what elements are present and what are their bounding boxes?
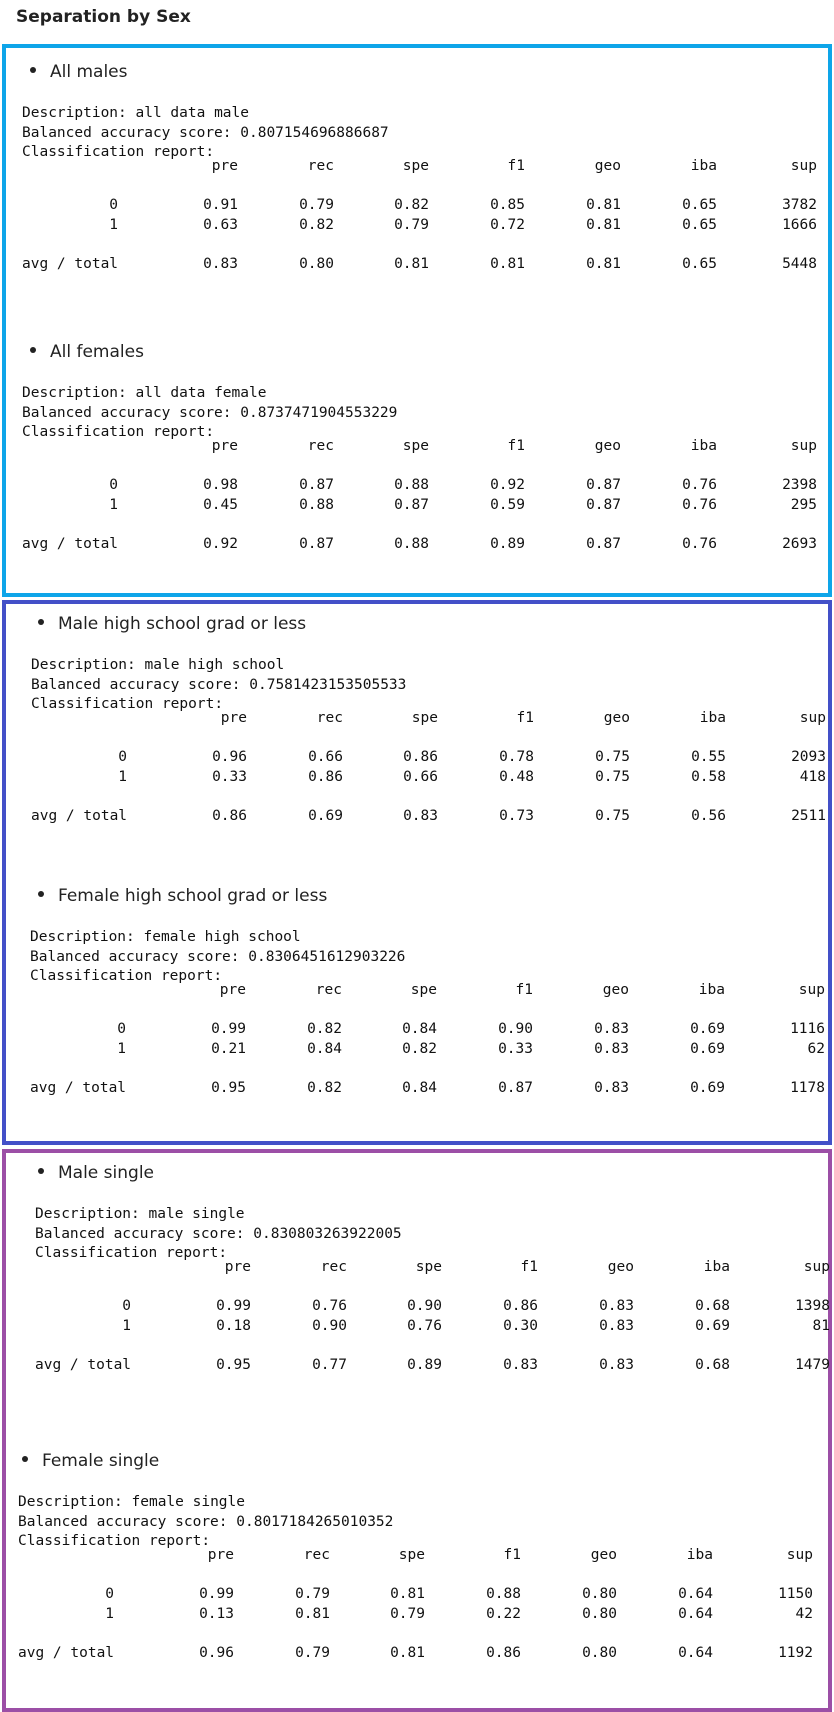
table-cell: 418 bbox=[799, 769, 826, 785]
table-cell: 1116 bbox=[790, 1021, 825, 1037]
report-bullet-label: All males bbox=[50, 62, 128, 82]
description-line bbox=[31, 655, 284, 677]
table-cell: 0.87 bbox=[299, 477, 334, 493]
table-cell: 0.87 bbox=[586, 477, 621, 493]
avg-cell: 0.83 bbox=[503, 1357, 538, 1373]
description-line bbox=[30, 927, 301, 949]
row-class-label: 1 bbox=[109, 497, 118, 513]
score-line-prefix: Balanced accuracy score: bbox=[22, 124, 241, 141]
description-line-prefix: Description: bbox=[22, 385, 136, 401]
description-line bbox=[35, 1204, 245, 1226]
description-line-prefix: Description: bbox=[22, 105, 136, 121]
row-class-label: 1 bbox=[117, 1041, 126, 1057]
table-cell: 0.96 bbox=[212, 749, 247, 765]
score-line-value: 0.7581423153505533 bbox=[249, 676, 407, 693]
table-cell: 0.18 bbox=[216, 1318, 251, 1334]
report-bullet bbox=[30, 342, 144, 362]
column-header-f1: f1 bbox=[516, 710, 534, 726]
table-cell: 0.48 bbox=[499, 769, 534, 785]
section-heading: Separation by Sex bbox=[16, 7, 191, 27]
column-header-sup: sup bbox=[790, 158, 817, 174]
avg-cell: 0.88 bbox=[394, 536, 429, 552]
table-cell: 1666 bbox=[782, 217, 817, 233]
column-header-spe: spe bbox=[398, 1547, 425, 1563]
avg-cell: 0.64 bbox=[678, 1645, 713, 1661]
avg-cell: 0.82 bbox=[307, 1080, 342, 1096]
report-label-line-prefix: Classification report: bbox=[18, 1533, 211, 1549]
table-cell: 0.75 bbox=[595, 749, 630, 765]
score-line bbox=[30, 947, 405, 969]
report-group-single bbox=[2, 1149, 832, 1712]
table-cell: 0.58 bbox=[691, 769, 726, 785]
avg-cell: 0.80 bbox=[299, 256, 334, 272]
description-line-value: male high school bbox=[144, 657, 285, 673]
column-header-spe: spe bbox=[402, 158, 429, 174]
table-cell: 0.65 bbox=[682, 217, 717, 233]
table-cell: 0.45 bbox=[203, 497, 238, 513]
table-cell: 0.86 bbox=[503, 1298, 538, 1314]
table-cell: 0.66 bbox=[308, 749, 343, 765]
table-cell: 0.79 bbox=[295, 1586, 330, 1602]
table-cell: 0.79 bbox=[394, 217, 429, 233]
table-cell: 0.83 bbox=[599, 1318, 634, 1334]
report-male-single bbox=[6, 1149, 828, 1419]
table-cell: 0.79 bbox=[390, 1606, 425, 1622]
table-cell: 0.83 bbox=[594, 1021, 629, 1037]
avg-cell: 2693 bbox=[782, 536, 817, 552]
avg-cell: 0.73 bbox=[499, 808, 534, 824]
score-line bbox=[22, 123, 389, 145]
table-cell: 0.99 bbox=[199, 1586, 234, 1602]
table-cell: 0.82 bbox=[299, 217, 334, 233]
column-header-geo: geo bbox=[590, 1547, 617, 1563]
column-header-spe: spe bbox=[410, 982, 437, 998]
score-line-value: 0.8306451612903226 bbox=[248, 948, 406, 965]
table-cell: 0.80 bbox=[582, 1606, 617, 1622]
description-line-prefix: Description: bbox=[30, 929, 144, 945]
row-class-label: 1 bbox=[118, 769, 127, 785]
table-cell: 3782 bbox=[782, 197, 817, 213]
column-header-geo: geo bbox=[594, 438, 621, 454]
column-header-iba: iba bbox=[690, 438, 717, 454]
avg-cell: 2511 bbox=[791, 808, 826, 824]
avg-cell: 0.69 bbox=[690, 1080, 725, 1096]
table-cell: 0.87 bbox=[586, 497, 621, 513]
table-cell: 81 bbox=[812, 1318, 830, 1334]
report-bullet bbox=[38, 614, 306, 634]
avg-cell: 0.86 bbox=[486, 1645, 521, 1661]
column-header-iba: iba bbox=[698, 982, 725, 998]
avg-cell: 0.95 bbox=[211, 1080, 246, 1096]
avg-cell: 0.65 bbox=[682, 256, 717, 272]
table-cell: 0.69 bbox=[690, 1041, 725, 1057]
table-cell: 0.75 bbox=[595, 769, 630, 785]
table-cell: 0.90 bbox=[498, 1021, 533, 1037]
avg-total-label: avg / total bbox=[22, 536, 119, 552]
avg-cell: 0.81 bbox=[490, 256, 525, 272]
column-header-f1: f1 bbox=[515, 982, 533, 998]
table-cell: 0.33 bbox=[498, 1041, 533, 1057]
avg-total-label: avg / total bbox=[22, 256, 119, 272]
report-label-line-prefix: Classification report: bbox=[22, 424, 215, 440]
table-cell: 0.88 bbox=[486, 1586, 521, 1602]
avg-cell: 0.92 bbox=[203, 536, 238, 552]
column-header-rec: rec bbox=[307, 158, 334, 174]
avg-cell: 0.87 bbox=[299, 536, 334, 552]
report-group-all-data bbox=[2, 44, 832, 597]
score-line-prefix: Balanced accuracy score: bbox=[18, 1513, 237, 1530]
column-header-rec: rec bbox=[303, 1547, 330, 1563]
column-header-rec: rec bbox=[316, 710, 343, 726]
avg-cell: 0.83 bbox=[594, 1080, 629, 1096]
report-bullet-label: All females bbox=[50, 342, 144, 362]
table-cell: 0.91 bbox=[203, 197, 238, 213]
table-cell: 0.76 bbox=[682, 497, 717, 513]
column-header-rec: rec bbox=[320, 1259, 347, 1275]
table-cell: 0.82 bbox=[307, 1021, 342, 1037]
column-header-geo: geo bbox=[602, 982, 629, 998]
table-cell: 0.92 bbox=[490, 477, 525, 493]
row-class-label: 0 bbox=[109, 477, 118, 493]
column-header-sup: sup bbox=[799, 710, 826, 726]
table-cell: 0.99 bbox=[211, 1021, 246, 1037]
bullet-dot-icon bbox=[38, 619, 44, 625]
table-cell: 0.81 bbox=[586, 197, 621, 213]
table-cell: 0.84 bbox=[307, 1041, 342, 1057]
column-header-pre: pre bbox=[224, 1259, 251, 1275]
bullet-dot-icon bbox=[38, 1168, 44, 1174]
row-class-label: 0 bbox=[109, 197, 118, 213]
avg-cell: 0.69 bbox=[308, 808, 343, 824]
column-header-f1: f1 bbox=[507, 158, 525, 174]
column-header-pre: pre bbox=[207, 1547, 234, 1563]
table-cell: 0.33 bbox=[212, 769, 247, 785]
table-cell: 0.86 bbox=[308, 769, 343, 785]
score-line-value: 0.830803263922005 bbox=[253, 1225, 402, 1242]
avg-cell: 0.76 bbox=[682, 536, 717, 552]
score-line bbox=[22, 403, 397, 425]
table-cell: 42 bbox=[795, 1606, 813, 1622]
bullet-dot-icon bbox=[22, 1456, 28, 1462]
column-header-pre: pre bbox=[220, 710, 247, 726]
report-female-high-school bbox=[6, 872, 828, 1142]
table-cell: 0.68 bbox=[695, 1298, 730, 1314]
bullet-dot-icon bbox=[30, 347, 36, 353]
table-cell: 0.30 bbox=[503, 1318, 538, 1334]
table-cell: 0.78 bbox=[499, 749, 534, 765]
score-line-value: 0.807154696886687 bbox=[240, 124, 389, 141]
column-header-spe: spe bbox=[411, 710, 438, 726]
avg-cell: 0.81 bbox=[390, 1645, 425, 1661]
column-header-f1: f1 bbox=[520, 1259, 538, 1275]
table-cell: 0.64 bbox=[678, 1606, 713, 1622]
avg-total-label: avg / total bbox=[30, 1080, 127, 1096]
table-cell: 0.83 bbox=[599, 1298, 634, 1314]
column-header-pre: pre bbox=[211, 158, 238, 174]
avg-cell: 0.96 bbox=[199, 1645, 234, 1661]
avg-cell: 0.83 bbox=[599, 1357, 634, 1373]
score-line-value: 0.8017184265010352 bbox=[236, 1513, 394, 1530]
avg-cell: 0.87 bbox=[498, 1080, 533, 1096]
column-header-iba: iba bbox=[703, 1259, 730, 1275]
description-line bbox=[22, 103, 249, 125]
row-class-label: 1 bbox=[109, 217, 118, 233]
report-bullet bbox=[22, 1451, 159, 1471]
avg-total-label: avg / total bbox=[18, 1645, 115, 1661]
table-cell: 0.83 bbox=[594, 1041, 629, 1057]
row-class-label: 1 bbox=[122, 1318, 131, 1334]
table-cell: 0.79 bbox=[299, 197, 334, 213]
avg-cell: 0.75 bbox=[595, 808, 630, 824]
score-line bbox=[31, 675, 406, 697]
avg-cell: 1479 bbox=[795, 1357, 830, 1373]
column-header-sup: sup bbox=[798, 982, 825, 998]
row-class-label: 0 bbox=[117, 1021, 126, 1037]
table-cell: 0.90 bbox=[407, 1298, 442, 1314]
column-header-iba: iba bbox=[690, 158, 717, 174]
table-cell: 62 bbox=[807, 1041, 825, 1057]
avg-total-label: avg / total bbox=[35, 1357, 132, 1373]
report-female-single bbox=[6, 1437, 828, 1707]
report-all-females bbox=[6, 328, 828, 598]
avg-cell: 0.79 bbox=[295, 1645, 330, 1661]
table-cell: 0.69 bbox=[695, 1318, 730, 1334]
table-cell: 0.99 bbox=[216, 1298, 251, 1314]
table-cell: 0.63 bbox=[203, 217, 238, 233]
table-cell: 0.13 bbox=[199, 1606, 234, 1622]
table-cell: 0.72 bbox=[490, 217, 525, 233]
report-label-line-prefix: Classification report: bbox=[35, 1245, 228, 1261]
column-header-pre: pre bbox=[219, 982, 246, 998]
table-cell: 0.88 bbox=[394, 477, 429, 493]
avg-cell: 0.80 bbox=[582, 1645, 617, 1661]
column-header-geo: geo bbox=[603, 710, 630, 726]
score-line-prefix: Balanced accuracy score: bbox=[22, 404, 241, 421]
description-line-value: all data male bbox=[135, 105, 249, 121]
report-male-high-school bbox=[6, 600, 828, 870]
report-label-line-prefix: Classification report: bbox=[30, 968, 223, 984]
avg-cell: 0.68 bbox=[695, 1357, 730, 1373]
column-header-sup: sup bbox=[786, 1547, 813, 1563]
column-header-iba: iba bbox=[686, 1547, 713, 1563]
column-header-iba: iba bbox=[699, 710, 726, 726]
table-cell: 0.98 bbox=[203, 477, 238, 493]
column-header-rec: rec bbox=[307, 438, 334, 454]
avg-cell: 0.77 bbox=[312, 1357, 347, 1373]
bullet-dot-icon bbox=[38, 891, 44, 897]
score-line-prefix: Balanced accuracy score: bbox=[35, 1225, 254, 1242]
avg-cell: 0.56 bbox=[691, 808, 726, 824]
score-line bbox=[35, 1224, 402, 1246]
table-cell: 0.88 bbox=[299, 497, 334, 513]
score-line-prefix: Balanced accuracy score: bbox=[30, 948, 249, 965]
report-label-line-prefix: Classification report: bbox=[31, 696, 224, 712]
table-cell: 295 bbox=[790, 497, 817, 513]
column-header-spe: spe bbox=[402, 438, 429, 454]
report-all-males bbox=[6, 48, 828, 318]
row-class-label: 0 bbox=[118, 749, 127, 765]
row-class-label: 0 bbox=[105, 1586, 114, 1602]
table-cell: 0.76 bbox=[312, 1298, 347, 1314]
avg-cell: 0.86 bbox=[212, 808, 247, 824]
description-line-value: all data female bbox=[135, 385, 267, 401]
table-cell: 0.82 bbox=[394, 197, 429, 213]
score-line-prefix: Balanced accuracy score: bbox=[31, 676, 250, 693]
table-cell: 0.76 bbox=[407, 1318, 442, 1334]
report-bullet-label: Female single bbox=[42, 1451, 160, 1471]
description-line-value: female high school bbox=[143, 929, 301, 945]
report-bullet bbox=[38, 1163, 154, 1183]
column-header-spe: spe bbox=[415, 1259, 442, 1275]
column-header-rec: rec bbox=[315, 982, 342, 998]
avg-cell: 5448 bbox=[782, 256, 817, 272]
avg-cell: 1178 bbox=[790, 1080, 825, 1096]
avg-cell: 0.81 bbox=[586, 256, 621, 272]
column-header-sup: sup bbox=[790, 438, 817, 454]
avg-cell: 0.89 bbox=[407, 1357, 442, 1373]
table-cell: 0.65 bbox=[682, 197, 717, 213]
table-cell: 1150 bbox=[778, 1586, 813, 1602]
avg-cell: 0.95 bbox=[216, 1357, 251, 1373]
description-line bbox=[22, 383, 266, 405]
table-cell: 2398 bbox=[782, 477, 817, 493]
description-line-prefix: Description: bbox=[35, 1206, 149, 1222]
row-class-label: 1 bbox=[105, 1606, 114, 1622]
avg-cell: 0.89 bbox=[490, 536, 525, 552]
column-header-geo: geo bbox=[594, 158, 621, 174]
table-cell: 0.81 bbox=[586, 217, 621, 233]
avg-cell: 0.83 bbox=[403, 808, 438, 824]
table-cell: 1398 bbox=[795, 1298, 830, 1314]
table-cell: 0.21 bbox=[211, 1041, 246, 1057]
table-cell: 0.59 bbox=[490, 497, 525, 513]
column-header-f1: f1 bbox=[503, 1547, 521, 1563]
column-header-f1: f1 bbox=[507, 438, 525, 454]
report-group-high-school bbox=[2, 600, 832, 1145]
report-label-line-prefix: Classification report: bbox=[22, 144, 215, 160]
score-line-value: 0.8737471904553229 bbox=[240, 404, 398, 421]
column-header-geo: geo bbox=[607, 1259, 634, 1275]
table-cell: 2093 bbox=[791, 749, 826, 765]
avg-cell: 0.81 bbox=[394, 256, 429, 272]
table-cell: 0.84 bbox=[402, 1021, 437, 1037]
table-cell: 0.69 bbox=[690, 1021, 725, 1037]
avg-cell: 0.84 bbox=[402, 1080, 437, 1096]
score-line bbox=[18, 1512, 393, 1534]
report-bullet-label: Male high school grad or less bbox=[58, 614, 307, 634]
table-cell: 0.80 bbox=[582, 1586, 617, 1602]
table-cell: 0.64 bbox=[678, 1586, 713, 1602]
row-class-label: 0 bbox=[122, 1298, 131, 1314]
table-cell: 0.81 bbox=[295, 1606, 330, 1622]
table-cell: 0.86 bbox=[403, 749, 438, 765]
table-cell: 0.82 bbox=[402, 1041, 437, 1057]
table-cell: 0.81 bbox=[390, 1586, 425, 1602]
table-cell: 0.55 bbox=[691, 749, 726, 765]
description-line-prefix: Description: bbox=[31, 657, 145, 673]
description-line-prefix: Description: bbox=[18, 1494, 132, 1510]
description-line-value: male single bbox=[148, 1206, 245, 1222]
avg-cell: 0.83 bbox=[203, 256, 238, 272]
table-cell: 0.90 bbox=[312, 1318, 347, 1334]
column-header-pre: pre bbox=[211, 438, 238, 454]
table-cell: 0.66 bbox=[403, 769, 438, 785]
column-header-sup: sup bbox=[803, 1259, 830, 1275]
report-bullet-label: Male single bbox=[58, 1163, 154, 1183]
report-bullet bbox=[38, 886, 327, 906]
description-line-value: female single bbox=[131, 1494, 245, 1510]
table-cell: 0.22 bbox=[486, 1606, 521, 1622]
table-cell: 0.85 bbox=[490, 197, 525, 213]
report-bullet-label: Female high school grad or less bbox=[58, 886, 328, 906]
avg-total-label: avg / total bbox=[31, 808, 128, 824]
avg-cell: 1192 bbox=[778, 1645, 813, 1661]
report-bullet bbox=[30, 62, 128, 82]
table-cell: 0.87 bbox=[394, 497, 429, 513]
bullet-dot-icon bbox=[30, 67, 36, 73]
avg-cell: 0.87 bbox=[586, 536, 621, 552]
description-line bbox=[18, 1492, 245, 1514]
table-cell: 0.76 bbox=[682, 477, 717, 493]
